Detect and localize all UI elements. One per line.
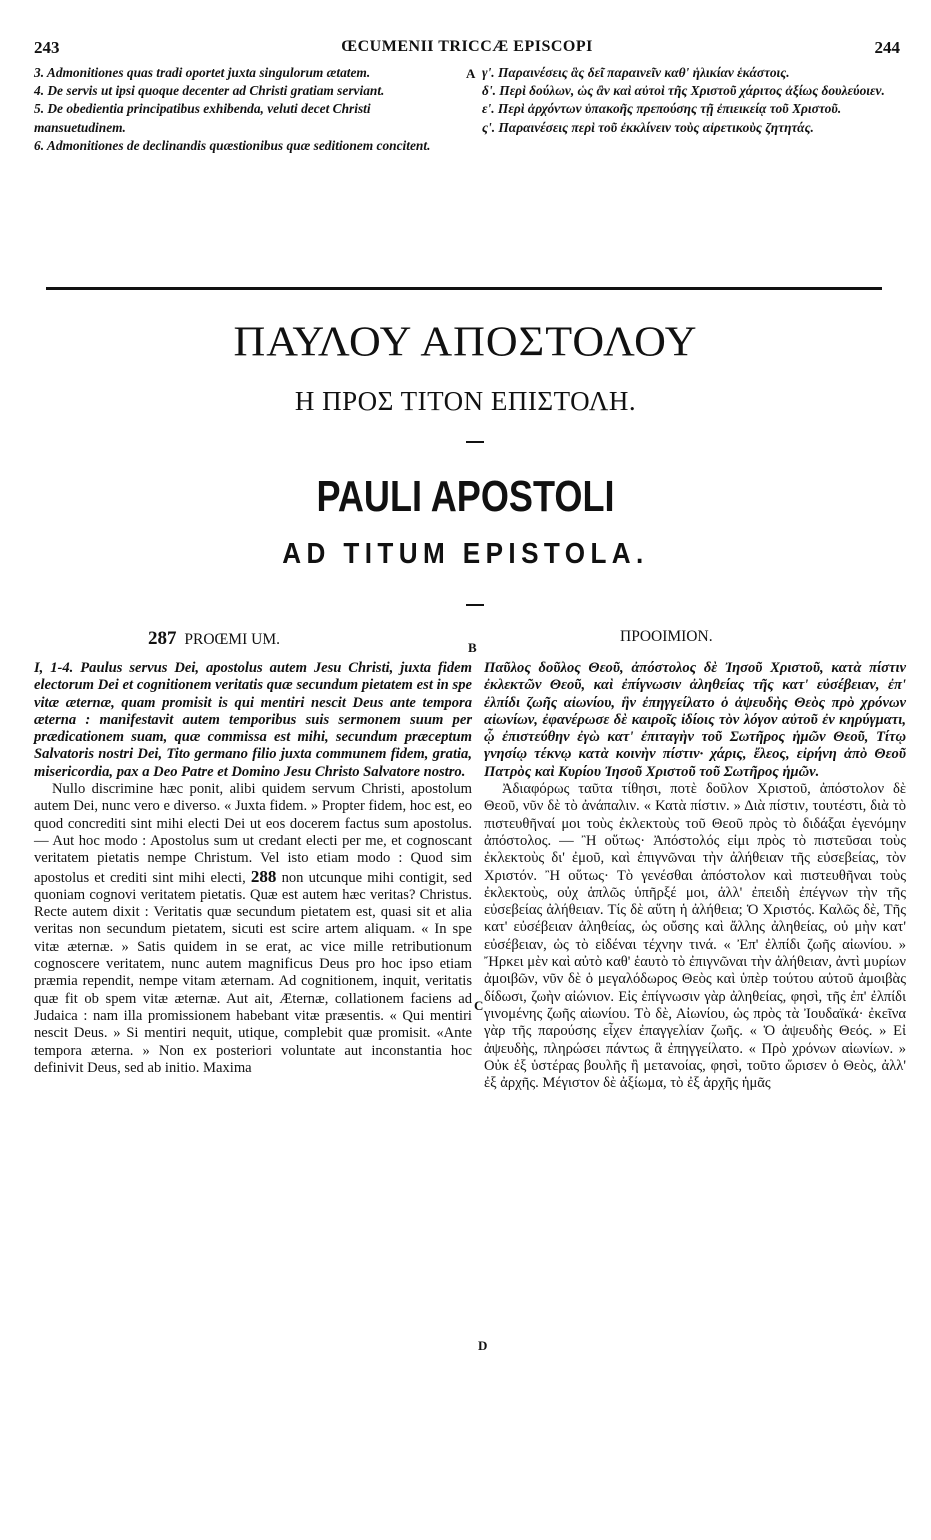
page-number-right: 244 (874, 38, 900, 57)
greek-column (484, 660, 906, 1092)
commentary-latin (34, 781, 472, 1077)
margin-marker-b: B (468, 640, 477, 655)
scripture-latin: I, 1-4. Paulus servus Dei, apostolus autem Jesu Christi, juxta fidem electorum Dei et cognitionem veritatis quæ secundum pietatem est in spe vitæ æternæ, quam promisit is qui mentiri nescit Deus ante tempora æterna : manifestavit autem temporibus suis sermonem suum per prædicationem suam, quæ commissa est mihi, secundum præceptum Salvatoris nostri Dei, Tito germano filio juxta communem fidem, gratia, misericordia, pax a Deo Patre et Domino Jesu Christo Salvatore nostro. (34, 660, 472, 780)
column-page-number: 287 (148, 628, 177, 649)
commentary-latin-part-2: non utcunque mihi contigit, sed quoniam cognovi veritatem pietatis. Quæ est autem hæc veritas? Christus. Recte autem dixit : Veritatis quæ secundum pietatem est, quasi sit et alia veritas non secundum pietatem, sicuti est scire artem aliquam. « In spe vitæ æternæ. » Satis quidem in se erat, ac vice mille retributionum cognoscere veritatem, nunc autem magnificus Deus pro hoc ipso etiam præmia rependit, nempe vitam æternam. Ad cognitionem, inquit, veritatis quæ fit ob spem vitæ æternæ. Aut ait, Æternæ, collationem faciens ad Judaica : nam illa promissionem habebant vitæ præsentis. « Qui mentiri nescit Deus. » Si mentiri nequit, utique, complebit quæ promisit. «Ante tempora æterna. » Non ex posteriori voluntate aut inconstantia hoc definivit Deus, sed ab initio. Maxima (34, 869, 472, 1076)
toc-greek-item: ς'. Παραινέσεις περὶ τοῦ ἐκκλίνειν τοὺς αἱρετικοὺς ζητητάς. (482, 119, 814, 135)
toc-latin-item: 6. Admonitiones de declinandis quæstionibus quæ seditionem concitent. (34, 137, 431, 153)
margin-marker-c: C (474, 998, 484, 1013)
toc-latin-item: 3. Admonitiones quas tradi oportet juxta singulorum ætatem. (34, 65, 371, 80)
latin-column-heading (148, 628, 388, 650)
running-header (34, 38, 900, 60)
toc-latin-item: 5. De obedientia principatibus exhibenda, veluti decet Christi mansuetudinem. (34, 101, 371, 135)
commentary-latin-part-1: Nullo discrimine hæc ponit, alibi quidem servum Christi, apostolum autem Dei, nunc vero e diverso. « Juxta fidem. » Propter fidem, hoc est, eo quod concrediti sint mihi electi Dei ut eos docerem factus sum apostolus. — Aut hoc modo : Apostolus sum ut credant electi per me, et cognoscant veritatem pietatis nempe Christum. Vel isto etiam modo : Quod sim apostolus et crediti sint mihi electi, (34, 781, 472, 886)
commentary-greek: Ἀδιαφόρως ταῦτα τίθησι, ποτὲ δοῦλον Χριστοῦ, ἀπόστολον δὲ Θεοῦ, νῦν δὲ τὸ ἀνάπαλιν. « Κατὰ πίστιν. » Διὰ πίστιν, τουτέστι, διὰ τὸ πιστευθῆναί μοι τοὺς ἐκλεκτοὺς τοῦ Θεοῦ πρὸς τὸ διδάξαι ἐγενόμην ἀπόστολος. — Ἢ οὕτως· Ἀπόστολός εἰμι πρὸς τὸ πιστεῦσαι τοὺς ἐκλεκτοὺς δι' ἐμοῦ, καὶ ἐπιγνῶναι τὴν ἀλήθειαν τῆς εὐσεβείας, τὸν Χριστόν. Ἢ οὕτως· Τὸ γενέσθαι ἀπόστολον καὶ πιστευθῆναι τοὺς ἐκλεκτοὺς, οὐχ ἁπλῶς ὑπῆρξέ μοι, ἀλλ' ἐπειδὴ ἐπέγνων τὴν τῆς εὐσεβείας ἀλήθειαν. Τίς δὲ αὕτη ἡ ἀλήθεια; Ὁ Χριστός. Καλῶς δὲ, Τῆς κατ' εὐσέβειαν ἀληθείας, ὡς οὔσης καὶ ἄλλης ἀληθείας, οὐ μὴν κατ' εὐσέβειαν, ὡς τὸ εἰδέναι τέχνην τινά. « Ἐπ' ἐλπίδι ζωῆς αἰωνίου. » Ἤρκει μὲν καὶ αὐτὸ καθ' ἑαυτὸ τὸ ἐπιγνῶναι τὴν ἀλήθειαν, ἀντὶ μυρίων ἀμοιβῶν, νῦν δὲ ὁ μεγαλόδωρος Θεὸς καὶ ὑπὲρ τούτου αὐτοῦ ἀμοιβὰς δίδωσι, ζωὴν αἰώνιον. Εἰς ἐπίγνωσιν γὰρ ἀληθείας, φησὶ, τῆς ἐπ' ἐλπίδι γινομένης ζωῆς αἰωνίου. Τὸ δὲ, Αἰωνίου, ὡς πρὸς τὰ Ἰουδαϊκά· ἐκεῖνα γὰρ τῆς παρούσης εἶχεν ἐπαγγελίαν ζωῆς. « Ὁ ἀψευδὴς Θεός. » Εἰ ἀψευδὴς, πληρώσει πάντως ἃ ἐπηγγείλατο. « Πρὸ χρόνων αἰωνίων. » Οὐκ ἐξ ὑστέρας βουλῆς ἢ μετανοίας, φησὶ, τοῦτο ὥρισεν ὁ Θεὸς, ἀλλ' ἐξ ἀρχῆς. Μέγιστον δὲ ἀξίωμα, τὸ ἐξ ἀρχῆς ἡμᾶς (484, 781, 906, 1092)
running-title: ŒCUMENII TRICCÆ EPISCOPI (341, 38, 593, 55)
inline-page-number: 288 (250, 866, 277, 886)
toc-greek-item: ε'. Περὶ ἀρχόντων ὑπακοῆς πρεπούσης τῇ ἐπιεικείᾳ τοῦ Χριστοῦ. (482, 101, 842, 117)
margin-marker-a: A (466, 66, 476, 81)
margin-marker-d: D (478, 1338, 488, 1353)
latin-subtitle: AD TITUM EPISTOLA. (282, 538, 649, 570)
toc-greek-item: γ'. Παραινέσεις ἃς δεῖ παραινεῖν καθ' ἡλικίαν ἑκάστοις. (482, 65, 790, 80)
greek-subtitle: Η ΠΡΟΣ ΤΙΤΟΝ ΕΠΙΣΤΟΛΗ. (294, 386, 637, 416)
toc-greek-item: δ'. Περὶ δούλων, ὡς ἂν καὶ αὐτοὶ τῆς Χριστοῦ χάριτος ἀξίως δουλεύοιεν. (482, 83, 885, 99)
latin-heading-text: PROŒMI UM. (184, 631, 280, 648)
page-number-left: 243 (34, 38, 60, 57)
title-dash (466, 441, 484, 443)
toc-greek (482, 64, 902, 137)
latin-main-title: PAULI APOSTOLI (316, 472, 615, 521)
greek-main-title: ΠΑΥΛΟΥ ΑΠΟΣΤΟΛΟΥ (233, 318, 698, 365)
greek-column-heading: ΠΡΟΟΙΜΙΟΝ. (620, 628, 713, 645)
latin-column (34, 660, 472, 1077)
toc-latin-item: 4. De servis ut ipsi quoque decenter ad Christi gratiam serviant. (34, 83, 385, 99)
section-divider (46, 287, 882, 290)
scripture-greek: Παῦλος δοῦλος Θεοῦ, ἀπόστολος δὲ Ἰησοῦ Χριστοῦ, κατὰ πίστιν ἐκλεκτῶν Θεοῦ, καὶ ἐπίγνωσιν ἀληθείας τῆς κατ' εὐσέβειαν, ἐπ' ἐλπίδι ζωῆς αἰωνίου, ἣν ἐπηγγείλατο ὁ ἀψευδὴς Θεὸς πρὸ χρόνων αἰωνίων, ἐφανέρωσε δὲ καιροῖς ἰδίοις τὸν λόγον αὐτοῦ ἐν κηρύγματι, ᾧ ἐπιστεύθην ἐγὼ κατ' ἐπιταγὴν τοῦ Σωτῆρος ἡμῶν Θεοῦ, Τίτῳ γνησίῳ τέκνῳ κατὰ κοινὴν πίστιν· χάρις, ἔλεος, εἰρήνη ἀπὸ Θεοῦ Πατρὸς καὶ Κυρίου Ἰησοῦ Χριστοῦ τοῦ Σωτῆρος ἡμῶν. (484, 660, 906, 780)
title-dash (466, 604, 484, 606)
toc-latin (34, 64, 462, 155)
